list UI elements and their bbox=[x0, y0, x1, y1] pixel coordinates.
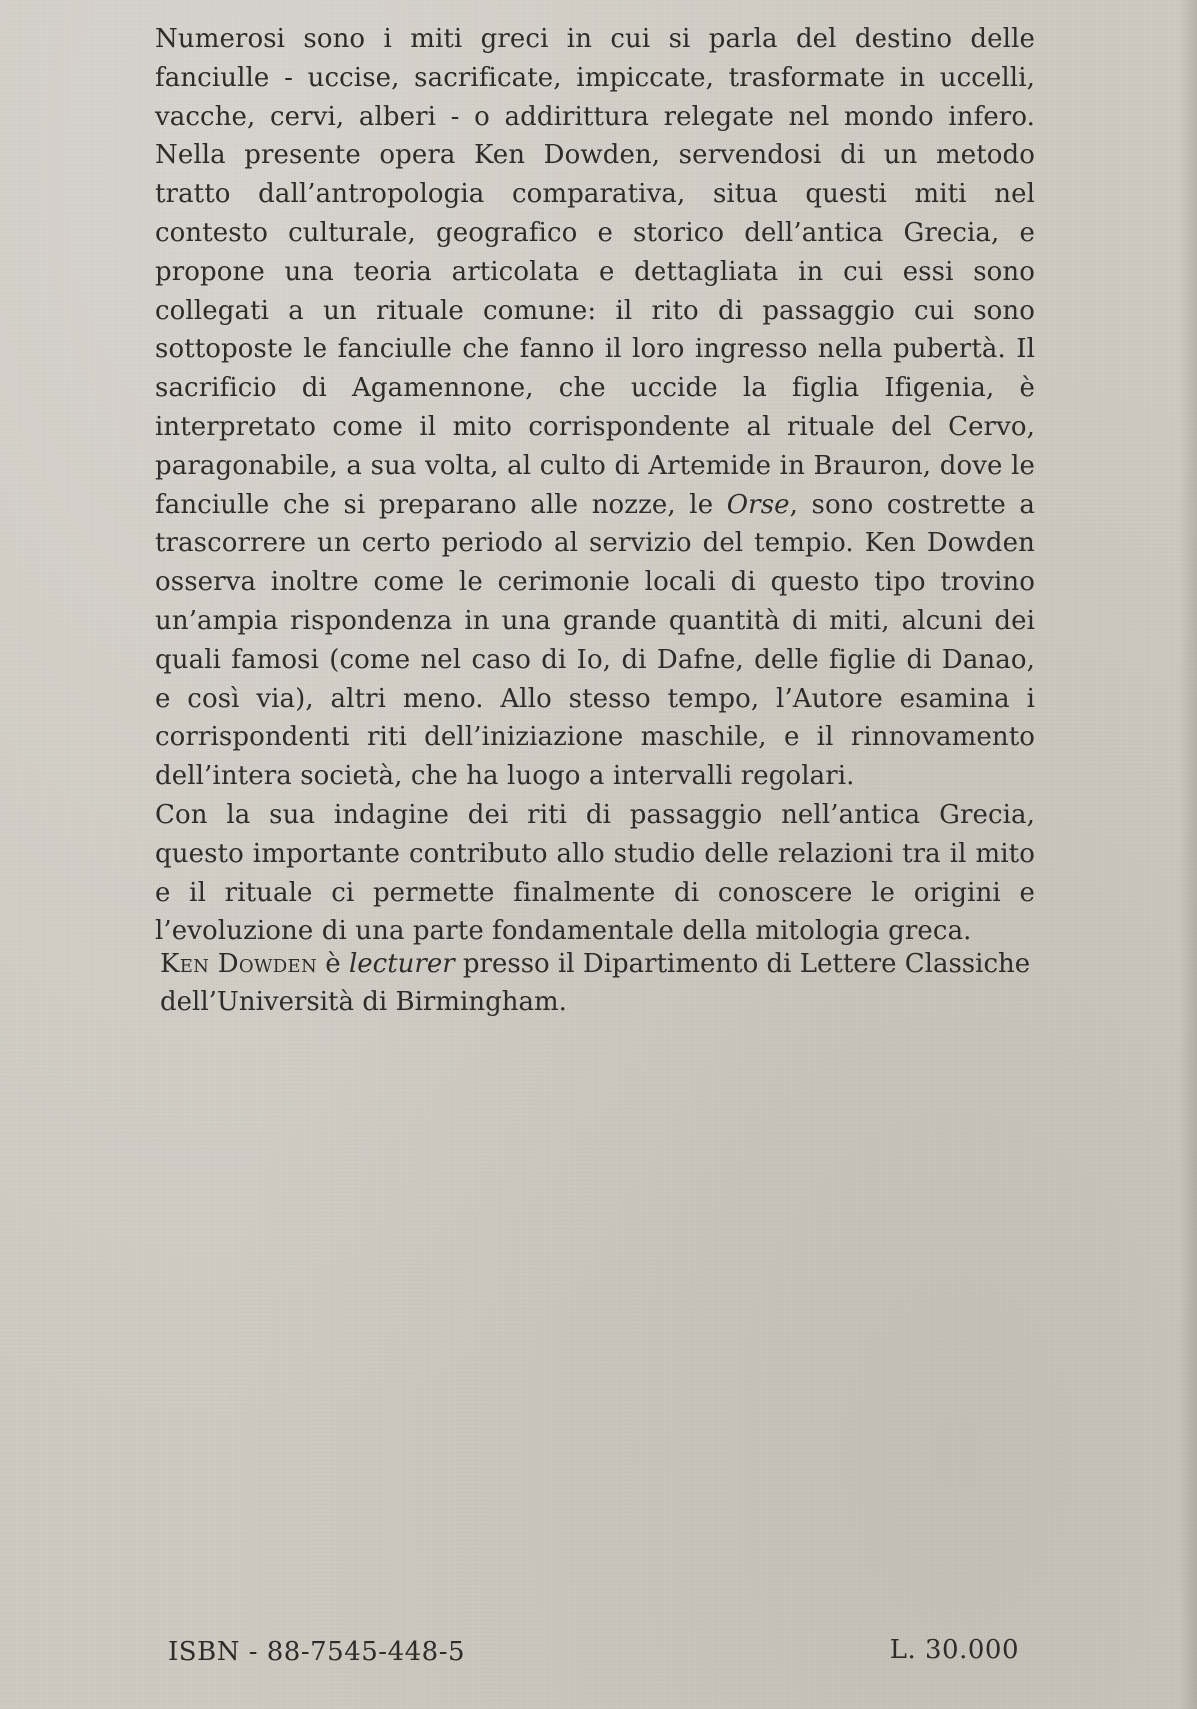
isbn-label: ISBN - 88-7545-448-5 bbox=[168, 1637, 466, 1667]
blurb-paragraph-1-text: Numerosi sono i miti greci in cui si parla del destino delle fanciulle - uccise, sacrificate, impiccate, trasformate in uccelli, vacche, cervi, alberi - o addirittura relegate nel mondo infero. Nella presente opera Ken Dowden, servendosi di un metodo tratto dall’antropologia comparativa, situa questi miti nel contesto culturale, geografico e storico dell’antica Grecia, e propone una teoria articolata e dettagliata in cui essi sono collegati a un rituale comune: il rito di passaggio cui sono sottoposte le fanciulle che fanno il loro ingresso nella pubertà. Il sacrificio di Agamennone, che uccide la figlia Ifigenia, è interpretato come il mito corrispondente al rituale del Cervo, paragonabile, a sua volta, al culto di Artemide in Brauron, dove le fanciulle che si preparano alle nozze, le bbox=[155, 24, 1035, 520]
blurb-text bbox=[155, 20, 1035, 951]
blurb-paragraph-2: Con la sua indagine dei riti di passaggio nell’antica Grecia, questo importante contributo allo studio delle relazioni tra il mito e il rituale ci permette finalmente di conoscere le origini e l’evoluzione di una parte fondamentale della mitologia greca. bbox=[155, 799, 1035, 947]
author-note-rest: presso il Dipartimento di Lettere Classiche dell’Università di Birmingham. bbox=[160, 949, 1031, 1017]
blurb-paragraph-1-rest: , sono costrette a trascorrere un certo periodo al servizio del tempio. Ken Dowden osserva inoltre come le cerimonie locali di questo tipo trovino un’ampia rispondenza in una grande quantità di miti, alcuni dei quali famosi (come nel caso di Io, di Dafne, delle figlie di Danao, e così via), altri meno. Allo stesso tempo, l’Autore esamina i corrispondenti riti dell’iniziazione maschile, e il rinnovamento dell’intera società, che ha luogo a intervalli regolari. bbox=[155, 489, 1036, 792]
author-note-paragraph bbox=[160, 945, 1040, 1021]
blurb-italic-orse: Orse bbox=[726, 489, 790, 520]
author-name: Ken Dowden bbox=[160, 949, 318, 979]
author-note-connector: è bbox=[317, 949, 349, 979]
author-role: lecturer bbox=[348, 949, 455, 979]
blurb-paragraph-1 bbox=[155, 20, 1035, 796]
page-edge-shadow bbox=[1179, 0, 1197, 1709]
author-note bbox=[160, 945, 1040, 1021]
price-label: L. 30.000 bbox=[889, 1635, 1019, 1665]
